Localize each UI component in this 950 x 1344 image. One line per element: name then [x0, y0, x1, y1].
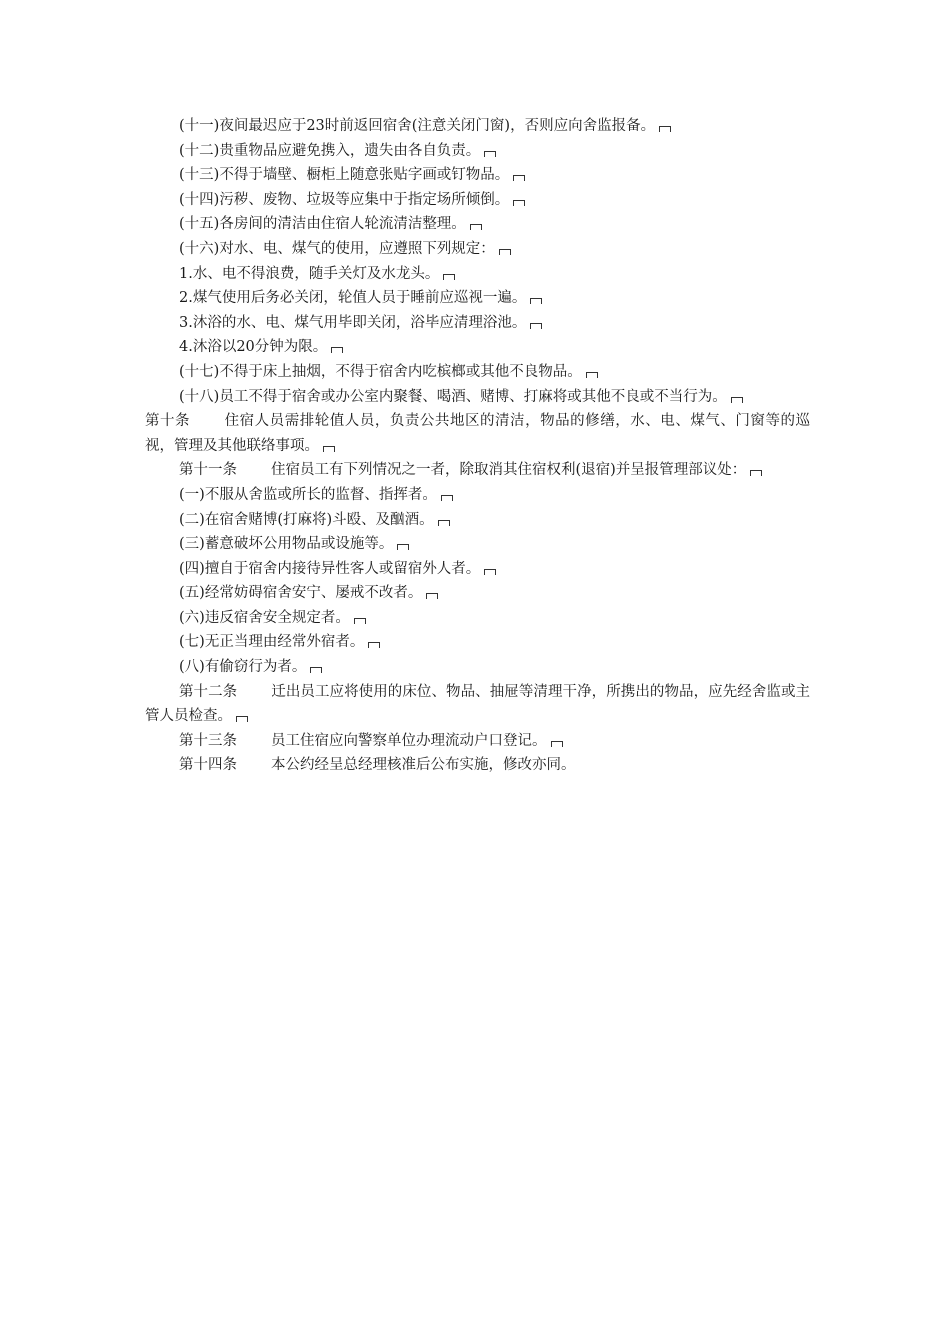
article-text: 住宿人员需排轮值人员，负责公共地区的清洁，物品的修缮，水、电、煤气、门窗等的巡视，管理及其他联络事项。 [145, 413, 811, 454]
list-item: 1.水、电不得浪费，随手关灯及水龙头。 [145, 262, 810, 287]
list-item: (十一)夜间最迟应于23时前返回宿舍(注意关闭门窗)，否则应向舍监报备。 [145, 114, 810, 139]
paragraph-mark-icon [397, 544, 409, 550]
article-label: 第十三条 [179, 732, 237, 749]
article-label: 第十一条 [179, 462, 237, 479]
document-body [145, 114, 810, 778]
list-item: (一)不服从舍监或所长的监督、指挥者。 [145, 483, 810, 508]
list-item: (三)蓄意破坏公用物品或设施等。 [145, 532, 810, 557]
paragraph-mark-icon [513, 200, 525, 206]
paragraph-mark-icon [323, 446, 335, 452]
paragraph-mark-icon [310, 667, 322, 673]
article-12 [145, 680, 810, 729]
paragraph-mark-icon [484, 151, 496, 157]
article-text: 迁出员工应将使用的床位、物品、抽屉等清理干净，所携出的物品，应先经舍监或主管人员检查。 [145, 683, 811, 725]
paragraph-mark-icon [354, 618, 366, 624]
article-text: 住宿员工有下列情况之一者，除取消其住宿权利(退宿)并呈报管理部议处： [271, 462, 747, 479]
paragraph-mark-icon [659, 126, 671, 132]
list-item: (十二)贵重物品应避免携入，遗失由各自负责。 [145, 139, 810, 164]
list-item: (八)有偷窃行为者。 [145, 655, 810, 680]
paragraph-mark-icon [530, 298, 542, 304]
paragraph-mark-icon [586, 372, 598, 378]
article-text: 员工住宿应向警察单位办理流动户口登记。 [271, 732, 547, 749]
paragraph-mark-icon [438, 520, 450, 526]
list-item: (十四)污秽、废物、垃圾等应集中于指定场所倾倒。 [145, 188, 810, 213]
paragraph-mark-icon [331, 347, 343, 353]
list-item: (十三)不得于墙壁、橱柜上随意张贴字画或钉物品。 [145, 163, 810, 188]
paragraph-mark-icon [426, 593, 438, 599]
article-11 [145, 458, 810, 483]
list-item: (二)在宿舍赌博(打麻将)斗殴、及酗酒。 [145, 508, 810, 533]
paragraph-mark-icon [513, 175, 525, 181]
paragraph-mark-icon [750, 470, 762, 476]
list-item: (十八)员工不得于宿舍或办公室内聚餐、喝酒、赌博、打麻将或其他不良或不当行为。 [145, 385, 810, 410]
list-item: (六)违反宿舍安全规定者。 [145, 606, 810, 631]
list-item: (十七)不得于床上抽烟，不得于宿舍内吃槟榔或其他不良物品。 [145, 360, 810, 385]
paragraph-mark-icon [443, 274, 455, 280]
list-item: (五)经常妨碍宿舍安宁、屡戒不改者。 [145, 581, 810, 606]
list-item: (十六)对水、电、煤气的使用，应遵照下列规定： [145, 237, 810, 262]
article-label: 第十四条 [179, 757, 237, 774]
paragraph-mark-icon [484, 569, 496, 575]
paragraph-mark-icon [731, 397, 743, 403]
article-label: 第十二条 [179, 683, 238, 700]
list-item: 3.沐浴的水、电、煤气用毕即关闭，浴毕应清理浴池。 [145, 311, 810, 336]
paragraph-mark-icon [499, 249, 511, 255]
paragraph-mark-icon [530, 323, 542, 329]
article-13 [145, 729, 810, 754]
paragraph-mark-icon [470, 224, 482, 230]
paragraph-mark-icon [551, 741, 563, 747]
list-item: 4.沐浴以20分钟为限。 [145, 335, 810, 360]
list-item: (十五)各房间的清洁由住宿人轮流清洁整理。 [145, 212, 810, 237]
article-14 [145, 753, 810, 778]
paragraph-mark-icon [236, 716, 248, 722]
paragraph-mark-icon [441, 495, 453, 501]
article-10 [145, 409, 810, 458]
list-item: (七)无正当理由经常外宿者。 [145, 630, 810, 655]
list-item: (四)擅自于宿舍内接待异性客人或留宿外人者。 [145, 557, 810, 582]
list-item: 2.煤气使用后务必关闭，轮值人员于睡前应巡视一遍。 [145, 286, 810, 311]
paragraph-mark-icon [368, 642, 380, 648]
article-text: 本公约经呈总经理核准后公布实施，修改亦同。 [271, 757, 576, 774]
article-label: 第十条 [145, 413, 191, 430]
